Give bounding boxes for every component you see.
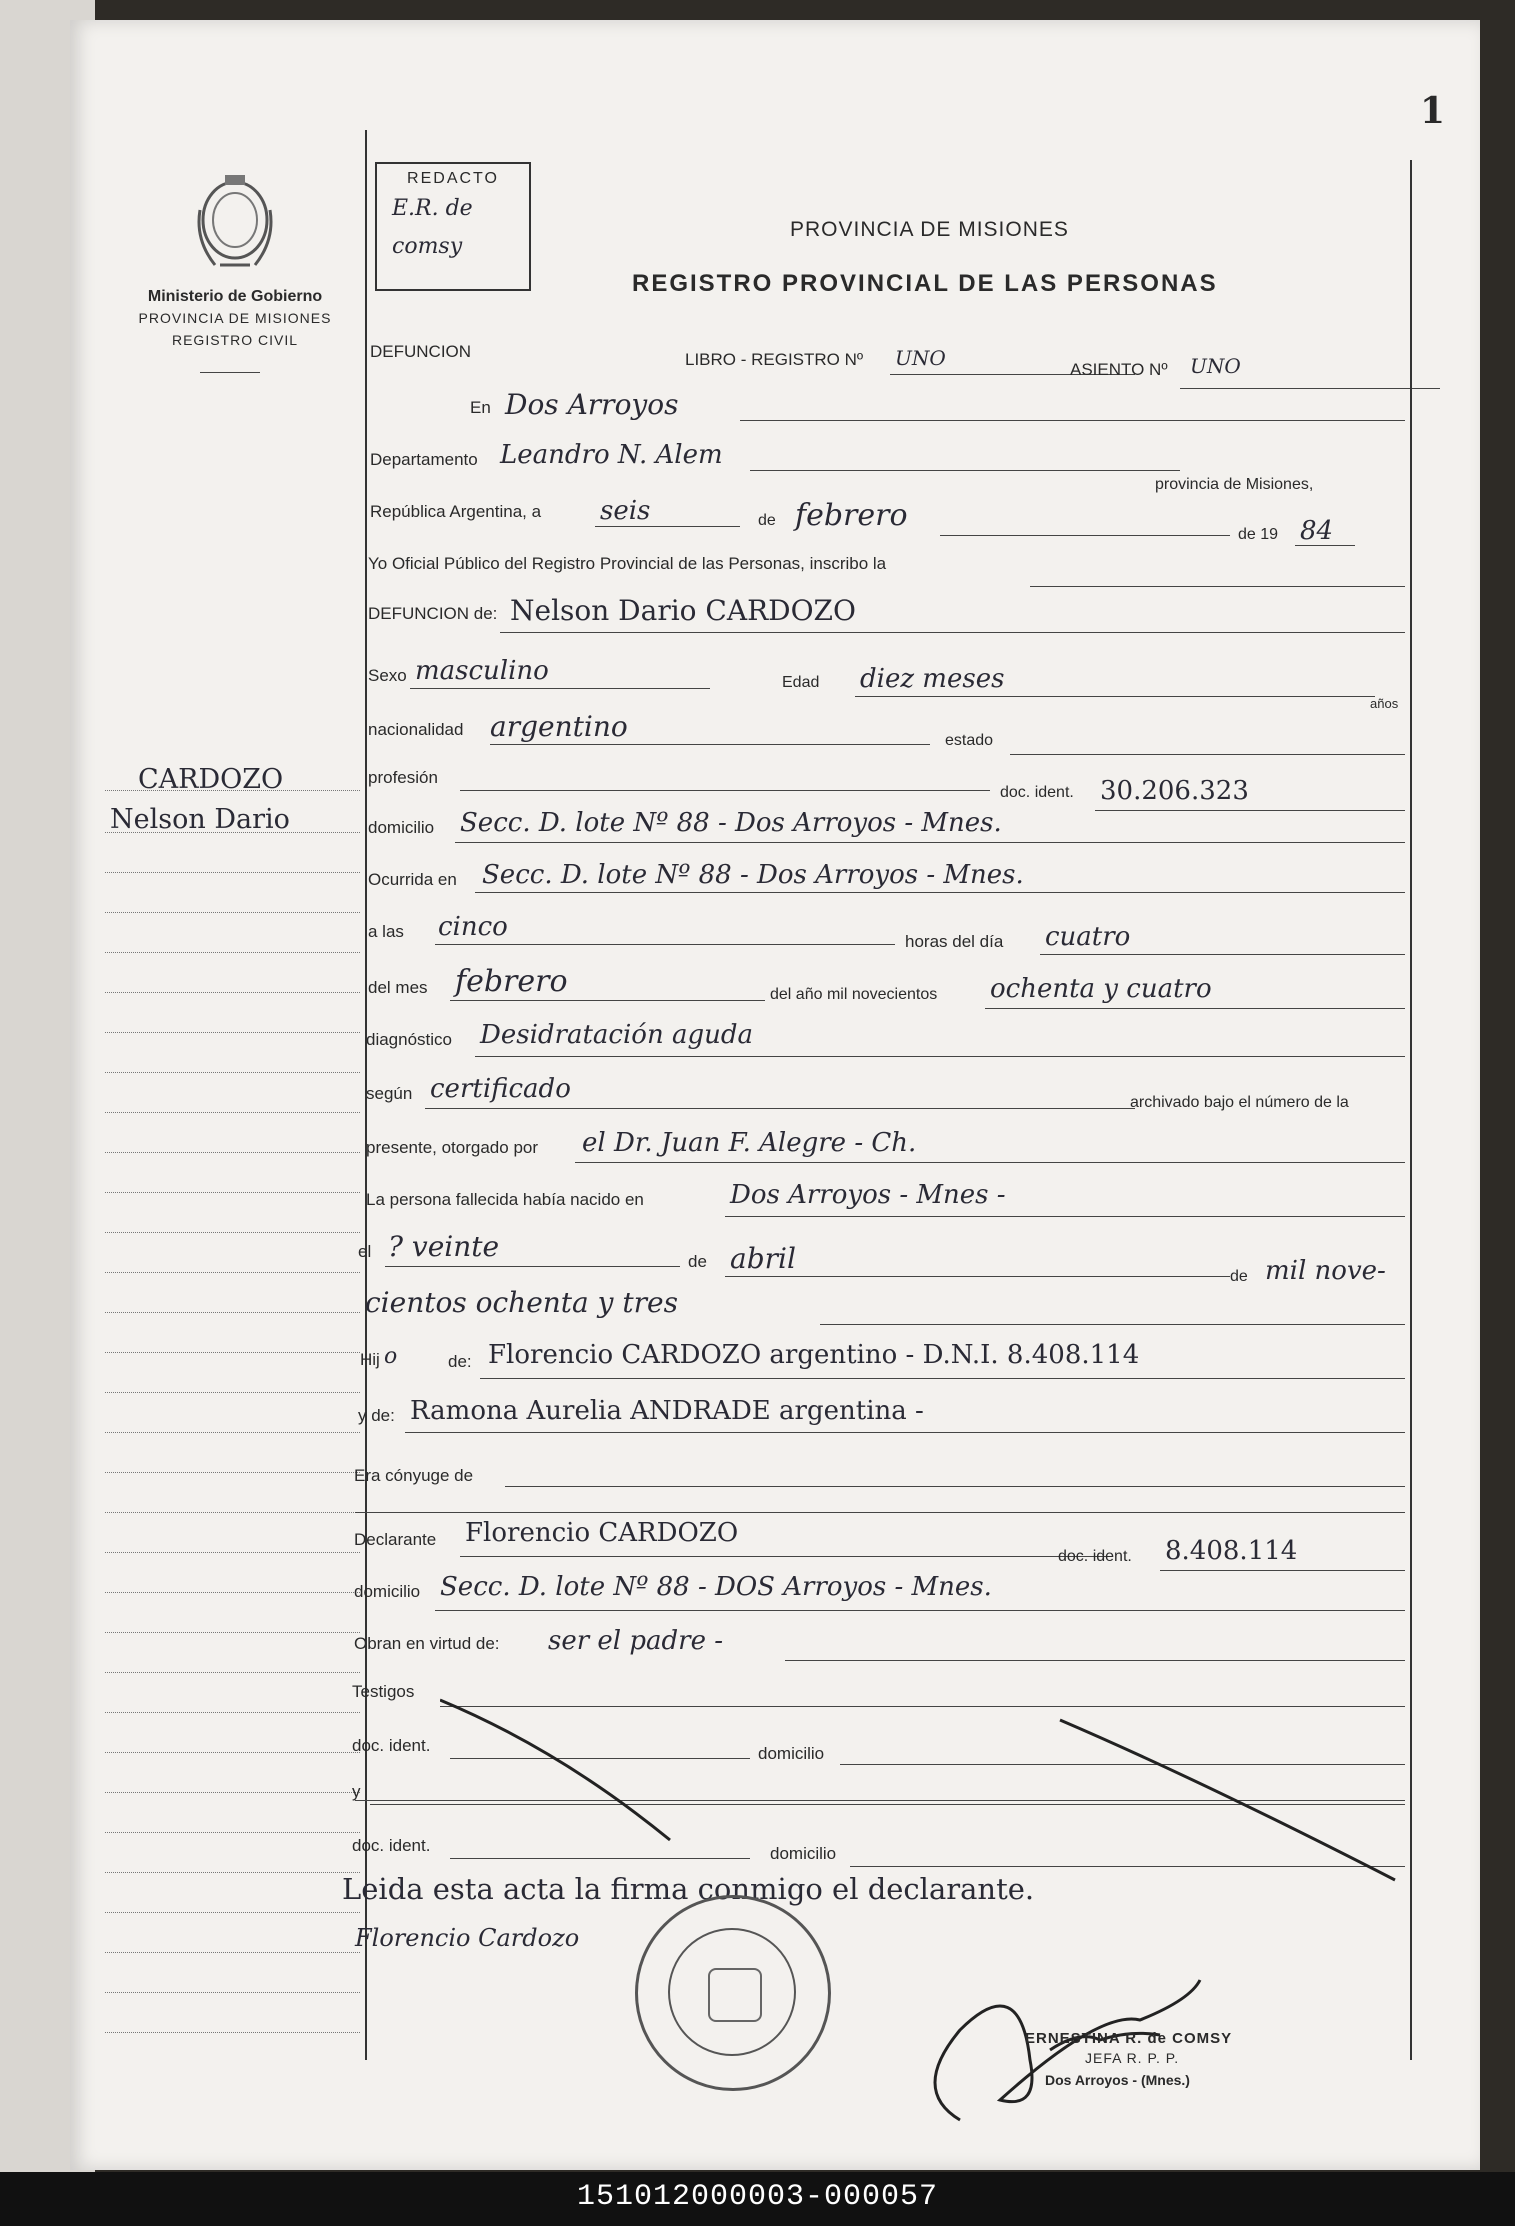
- ocurrida-line: [475, 892, 1405, 893]
- margin-line: [105, 1512, 360, 1513]
- doc-line: [1095, 810, 1405, 811]
- presente-label: presente, otorgado por: [366, 1138, 539, 1157]
- domicilio-label: domicilio: [368, 818, 435, 837]
- margin-line: [105, 1032, 360, 1033]
- estado-label: estado: [945, 732, 994, 749]
- de2-label: de: [688, 1252, 707, 1271]
- year-line: [1295, 545, 1355, 546]
- cientos-value: cientos ochenta y tres: [365, 1286, 678, 1319]
- divider: [200, 372, 260, 373]
- obran-value: ser el padre -: [548, 1626, 724, 1656]
- margin-line: [105, 1272, 360, 1273]
- official-name: ERNESTINA R. de COMSY: [1025, 2030, 1233, 2047]
- libro-value: UNO: [895, 346, 946, 370]
- redacto-name: comsy: [392, 234, 463, 259]
- departamento-line: [750, 470, 1180, 471]
- archive-id-text: 151012000003-000057: [576, 2180, 939, 2214]
- dia2-line: [1040, 954, 1405, 955]
- margin-surname: CARDOZO: [138, 764, 284, 795]
- y-label: y: [352, 1782, 361, 1801]
- margin-line: [105, 1072, 360, 1073]
- year-prefix: de 19: [1238, 526, 1279, 543]
- domicilio3-label: domicilio: [758, 1744, 825, 1763]
- doc-value: 30.206.323: [1100, 776, 1249, 806]
- republica-label: República Argentina, a: [370, 502, 542, 521]
- margin-line: [105, 1872, 360, 1873]
- register-page: [70, 20, 1480, 2170]
- de3-label: de: [1230, 1268, 1248, 1285]
- domicilio-line: [455, 842, 1405, 843]
- alas-label: a las: [368, 922, 404, 941]
- province-heading: PROVINCIA DE MISIONES: [790, 218, 1069, 241]
- right-rule: [1410, 160, 1412, 2060]
- margin-line: [105, 1752, 360, 1753]
- mes3-value: abril: [730, 1242, 796, 1275]
- margin-line: [105, 1952, 360, 1953]
- declarante-value: Florencio CARDOZO: [465, 1518, 739, 1548]
- yde-label: y de:: [358, 1406, 395, 1425]
- mes-value: febrero: [795, 498, 908, 533]
- dia-line: [595, 526, 740, 527]
- conyuge-label: Era cónyuge de: [354, 1466, 474, 1485]
- margin-line: [105, 1632, 360, 1633]
- ministry-name: Ministerio de Gobierno: [147, 288, 323, 305]
- redacto-box: [375, 162, 531, 291]
- hora-line: [435, 944, 895, 945]
- el-value: ? veinte: [388, 1230, 500, 1263]
- oficial-text: Yo Oficial Público del Registro Provincial de las Personas, inscribo la: [368, 554, 887, 573]
- provincia-text: provincia de Misiones,: [1155, 476, 1314, 493]
- edad-value: diez meses: [860, 664, 1005, 694]
- en-label: En: [470, 398, 491, 417]
- hijo-label: Hij: [360, 1350, 380, 1369]
- obran-label: Obran en virtud de:: [354, 1634, 500, 1653]
- margin-given-name: Nelson Dario: [110, 804, 290, 835]
- margin-line: [105, 1912, 360, 1913]
- conyuge-line-2: [355, 1512, 1405, 1513]
- margin-line: [105, 1392, 360, 1393]
- official-title: JEFA R. P. P.: [1085, 2050, 1180, 2066]
- doc-label: doc. ident.: [1000, 784, 1074, 801]
- testigos-label: Testigos: [352, 1682, 415, 1701]
- defuncion-value: Nelson Dario CARDOZO: [510, 594, 856, 627]
- padre-value: Florencio CARDOZO argentino - D.N.I. 8.408.114: [488, 1340, 1140, 1370]
- margin-line: [105, 1552, 360, 1553]
- margin-line: [105, 1432, 360, 1433]
- domicilio2-label: domicilio: [354, 1582, 421, 1601]
- hijo-suffix: o: [384, 1344, 398, 1369]
- margin-line: [105, 1992, 360, 1993]
- doc2-label: doc. ident.: [1058, 1548, 1132, 1565]
- delmes-label: del mes: [368, 978, 428, 997]
- margin-line: [105, 1352, 360, 1353]
- asiento-line: [1180, 388, 1440, 389]
- de-label: de: [758, 512, 776, 529]
- obran-line: [785, 1660, 1405, 1661]
- doc2-value: 8.408.114: [1165, 1536, 1298, 1566]
- archive-id-bar: [0, 2172, 1515, 2226]
- domicilio4-label: domicilio: [770, 1844, 837, 1863]
- asiento-value: UNO: [1190, 354, 1241, 378]
- dia2-value: cuatro: [1045, 922, 1131, 952]
- hora-value: cinco: [438, 912, 508, 942]
- margin-line: [105, 952, 360, 953]
- departamento-value: Leandro N. Alem: [500, 440, 723, 470]
- margin-line: [105, 1312, 360, 1313]
- docident-label: doc. ident.: [352, 1736, 431, 1755]
- mes2-line: [450, 1000, 765, 1001]
- profesion-label: profesión: [368, 768, 438, 787]
- mil-value: mil nove-: [1265, 1256, 1386, 1286]
- official-place: Dos Arroyos - (Mnes.): [1045, 2072, 1190, 2088]
- year-value: 84: [1300, 516, 1334, 546]
- margin-line: [105, 1792, 360, 1793]
- nacionalidad-value: argentino: [490, 710, 628, 743]
- act-type: DEFUNCION: [370, 342, 472, 361]
- ministry-province: PROVINCIA DE MISIONES: [138, 310, 332, 326]
- edad-label: Edad: [782, 674, 820, 691]
- margin-line: [105, 1832, 360, 1833]
- margin-line: [105, 872, 360, 873]
- segun-label: según: [366, 1084, 413, 1103]
- defuncion-line: [500, 632, 1405, 633]
- official-seal: [635, 1895, 831, 2091]
- departamento-label: Departamento: [370, 450, 478, 469]
- cientos-line: [820, 1324, 1405, 1325]
- redacto-initials: E.R. de: [392, 196, 473, 221]
- crossed-out-marks: [440, 1690, 1400, 1890]
- coat-of-arms-icon: [190, 170, 280, 280]
- margin-line: [105, 1112, 360, 1113]
- sexo-value: masculino: [415, 656, 549, 686]
- closing-statement: Leida esta acta la firma conmigo el declarante.: [342, 1872, 1035, 1906]
- madre-value: Ramona Aurelia ANDRADE argentina -: [410, 1396, 924, 1426]
- margin-line: [105, 1192, 360, 1193]
- edad-line: [855, 696, 1375, 697]
- sexo-label: Sexo: [368, 666, 407, 685]
- libro-label: LIBRO - REGISTRO Nº: [685, 350, 864, 369]
- domicilio-value: Secc. D. lote Nº 88 - Dos Arroyos - Mnes.: [460, 808, 1002, 838]
- conyuge-line: [505, 1486, 1405, 1487]
- segun-line: [425, 1108, 1135, 1109]
- el-label: el: [358, 1242, 372, 1261]
- nacionalidad-line: [490, 744, 930, 745]
- anio-value: ochenta y cuatro: [990, 974, 1212, 1004]
- domicilio2-line: [435, 1610, 1405, 1611]
- de4-label: de:: [448, 1352, 472, 1371]
- margin-line: [105, 2032, 360, 2033]
- nacido-value: Dos Arroyos - Mnes -: [730, 1180, 1006, 1210]
- seal-emblem-icon: [708, 1968, 762, 2022]
- presente-value: el Dr. Juan F. Alegre - Ch.: [582, 1128, 917, 1158]
- margin-line: [105, 1592, 360, 1593]
- margin-line: [105, 912, 360, 913]
- ocurrida-label: Ocurrida en: [368, 870, 457, 889]
- en-value: Dos Arroyos: [505, 388, 679, 421]
- nacido-label: La persona fallecida había nacido en: [366, 1190, 644, 1209]
- nacido-line: [725, 1216, 1405, 1217]
- margin-line: [105, 1152, 360, 1153]
- diagnostico-line: [475, 1056, 1405, 1057]
- registry-title: REGISTRO PROVINCIAL DE LAS PERSONAS: [632, 270, 1218, 297]
- page-number: 1: [1420, 90, 1446, 132]
- margin-line: [105, 790, 360, 791]
- ministry-registry: REGISTRO CIVIL: [171, 332, 299, 348]
- margin-line: [105, 1232, 360, 1233]
- redacto-label: REDACTO: [407, 170, 499, 187]
- margin-line: [105, 832, 360, 833]
- declarante-label: Declarante: [354, 1530, 437, 1549]
- archivado-text: archivado bajo el número de la: [1130, 1094, 1349, 1111]
- mes-line: [940, 535, 1230, 536]
- el-line: [385, 1266, 680, 1267]
- anio-line: [985, 1008, 1405, 1009]
- padre-line: [480, 1378, 1405, 1379]
- segun-value: certificado: [430, 1074, 571, 1104]
- diagnostico-label: diagnóstico: [366, 1030, 453, 1049]
- nacionalidad-label: nacionalidad: [368, 720, 464, 739]
- profesion-line: [460, 790, 990, 791]
- domicilio2-value: Secc. D. lote Nº 88 - DOS Arroyos - Mnes.: [440, 1572, 992, 1602]
- anio-label: del año mil novecientos: [770, 986, 938, 1003]
- sexo-line: [410, 688, 710, 689]
- declarant-signature: Florencio Cardozo: [355, 1924, 580, 1952]
- defuncion-label: DEFUNCION de:: [368, 604, 498, 623]
- margin-line: [105, 1712, 360, 1713]
- anos-label: años: [1370, 696, 1399, 711]
- margin-line: [105, 1672, 360, 1673]
- asiento-label: ASIENTO Nº: [1070, 360, 1168, 379]
- doc2-line: [1160, 1570, 1405, 1571]
- presente-line: [575, 1162, 1405, 1163]
- horas-label: horas del día: [905, 932, 1004, 951]
- madre-line: [405, 1432, 1405, 1433]
- en-line: [740, 420, 1405, 421]
- diagnostico-value: Desidratación aguda: [480, 1020, 753, 1050]
- ocurrida-value: Secc. D. lote Nº 88 - Dos Arroyos - Mnes.: [482, 860, 1024, 890]
- dia-value: seis: [600, 496, 651, 526]
- mes2-value: febrero: [455, 964, 568, 999]
- margin-line: [105, 992, 360, 993]
- estado-line: [1010, 754, 1405, 755]
- mes3-line: [725, 1276, 1230, 1277]
- margin-line: [105, 1472, 360, 1473]
- oficial-line: [1030, 586, 1405, 587]
- declarante-line: [460, 1556, 1110, 1557]
- docident2-label: doc. ident.: [352, 1836, 431, 1855]
